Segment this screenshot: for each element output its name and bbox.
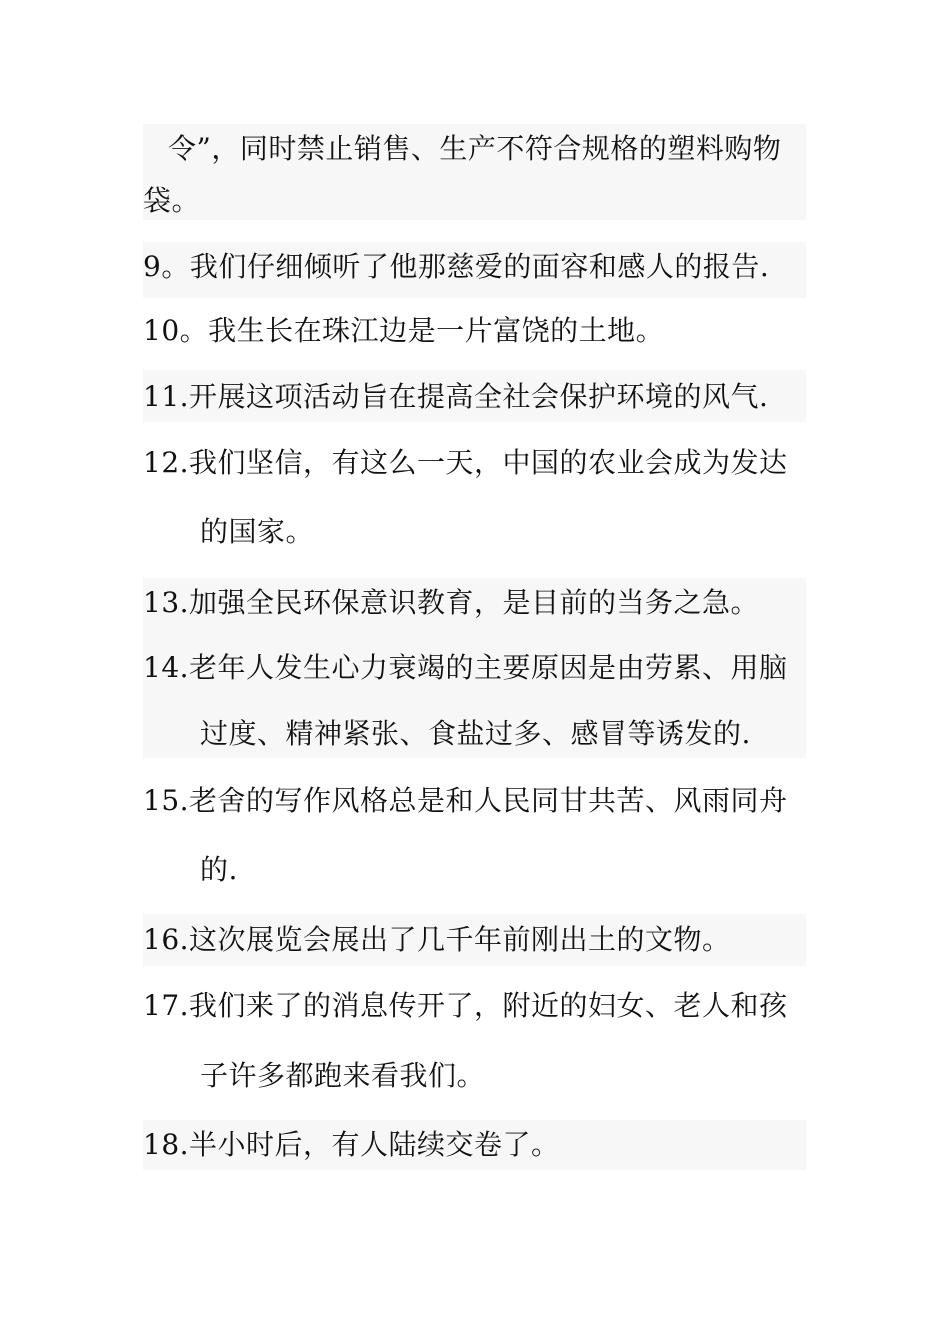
sentence-line: 18.半小时后，有人陆续交卷了。 — [143, 1128, 560, 1161]
sentence-line: 11.开展这项活动旨在提高全社会保护环境的风气. — [143, 380, 769, 413]
sentence-line: 令”，同时禁止销售、生产不符合规格的塑料购物 — [168, 132, 782, 165]
sentence-line: 的. — [200, 853, 238, 886]
sentence-line: 的国家。 — [200, 515, 315, 548]
sentence-line: 13.加强全民环保意识教育，是目前的当务之急。 — [143, 586, 760, 619]
sentence-line: 15.老舍的写作风格总是和人民同甘共苦、风雨同舟 — [143, 784, 788, 817]
sentence-line: 14.老年人发生心力衰竭的主要原因是由劳累、用脑 — [143, 651, 788, 684]
sentence-line: 过度、精神紧张、食盐过多、感冒等诱发的. — [200, 717, 751, 750]
sentence-line: 10。我生长在珠江边是一片富饶的土地。 — [143, 314, 665, 347]
sentence-line: 袋。 — [143, 184, 201, 217]
sentence-line: 17.我们来了的消息传开了，附近的妇女、老人和孩 — [143, 989, 788, 1022]
sentence-line: 子许多都跑来看我们。 — [200, 1059, 486, 1092]
sentence-line: 16.这次展览会展出了几千年前刚出土的文物。 — [143, 923, 731, 956]
sentence-line: 12.我们坚信，有这么一天，中国的农业会成为发达 — [143, 446, 788, 479]
sentence-line: 9。我们仔细倾听了他那慈爱的面容和感人的报告. — [143, 250, 770, 283]
